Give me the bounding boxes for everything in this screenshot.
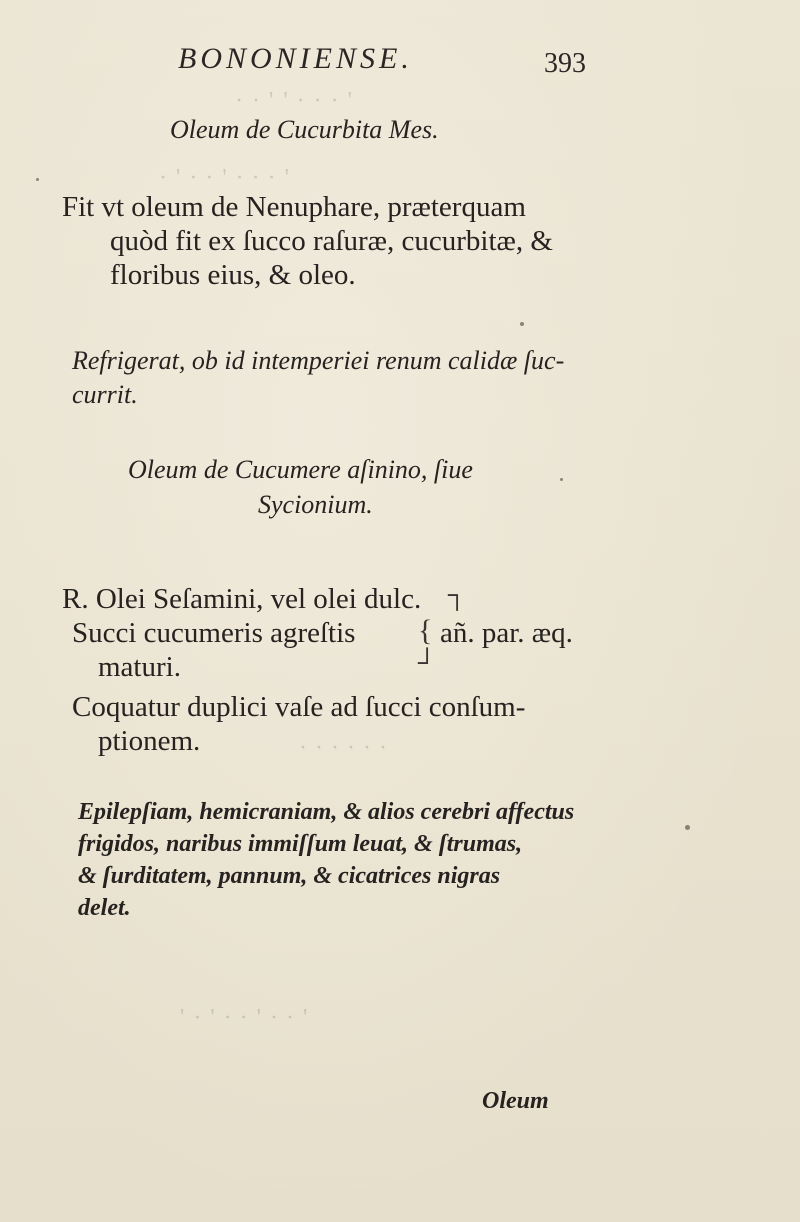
body-line: quòd fit ex ſucco raſuræ, cucurbitæ, & bbox=[110, 225, 553, 257]
recipe-line: ptionem. bbox=[98, 725, 201, 757]
catchword: Oleum bbox=[482, 1088, 549, 1114]
show-through-text: ∙ ∙ ∙ ∙ ∙ ∙ bbox=[300, 735, 388, 761]
show-through-text: · ∙ ' ' ∙ · ∙ ' bbox=[235, 88, 354, 114]
virtue-line: Refrigerat, ob id intemperiei renum calidæ ſuc- bbox=[72, 346, 565, 375]
show-through-text: ∙ ' ∙ ∙ ' ∙ ∙ ∙ ' bbox=[160, 165, 291, 191]
recipe-line: Succi cucumeris agreſtis bbox=[72, 617, 356, 649]
paper-speck bbox=[685, 825, 690, 830]
page-number: 393 bbox=[544, 48, 586, 79]
body-line: Fit vt oleum de Nenuphare, præterquam bbox=[62, 191, 526, 223]
virtue-line: & ſurditatem, pannum, & cicatrices nigras bbox=[78, 863, 501, 889]
recipe-quantity: añ. par. æq. bbox=[440, 617, 573, 649]
brace-middle: { bbox=[418, 614, 433, 647]
section-title: Oleum de Cucumere aſinino, ſiue bbox=[128, 455, 473, 484]
paper-speck bbox=[36, 178, 39, 181]
brace-bottom: ┘ bbox=[418, 648, 437, 677]
paper-speck bbox=[520, 322, 524, 326]
virtue-line: Epilepſiam, hemicraniam, & alios cerebri affectus bbox=[78, 799, 575, 825]
recipe-line: Coquatur duplici vaſe ad ſucci conſum- bbox=[72, 691, 526, 723]
paper-speck bbox=[560, 478, 563, 481]
virtue-line: currit. bbox=[72, 380, 138, 409]
show-through-text: ' ∙ ' ∙ ∙ ' ∙ ∙ ' bbox=[180, 1005, 310, 1031]
section-title: Oleum de Cucurbita Mes. bbox=[170, 115, 439, 144]
virtue-line: frigidos, naribus immiſſum leuat, & ſtrumas, bbox=[78, 831, 523, 857]
virtue-line: delet. bbox=[78, 895, 131, 921]
recipe-line: R. Olei Seſamini, vel olei dulc. bbox=[62, 583, 422, 615]
section-subtitle: Sycionium. bbox=[258, 490, 373, 519]
brace-top: ┐ bbox=[448, 580, 467, 609]
body-line: floribus eius, & oleo. bbox=[110, 259, 356, 291]
recipe-line: maturi. bbox=[98, 651, 181, 683]
running-head: BONONIENSE. bbox=[178, 42, 413, 75]
